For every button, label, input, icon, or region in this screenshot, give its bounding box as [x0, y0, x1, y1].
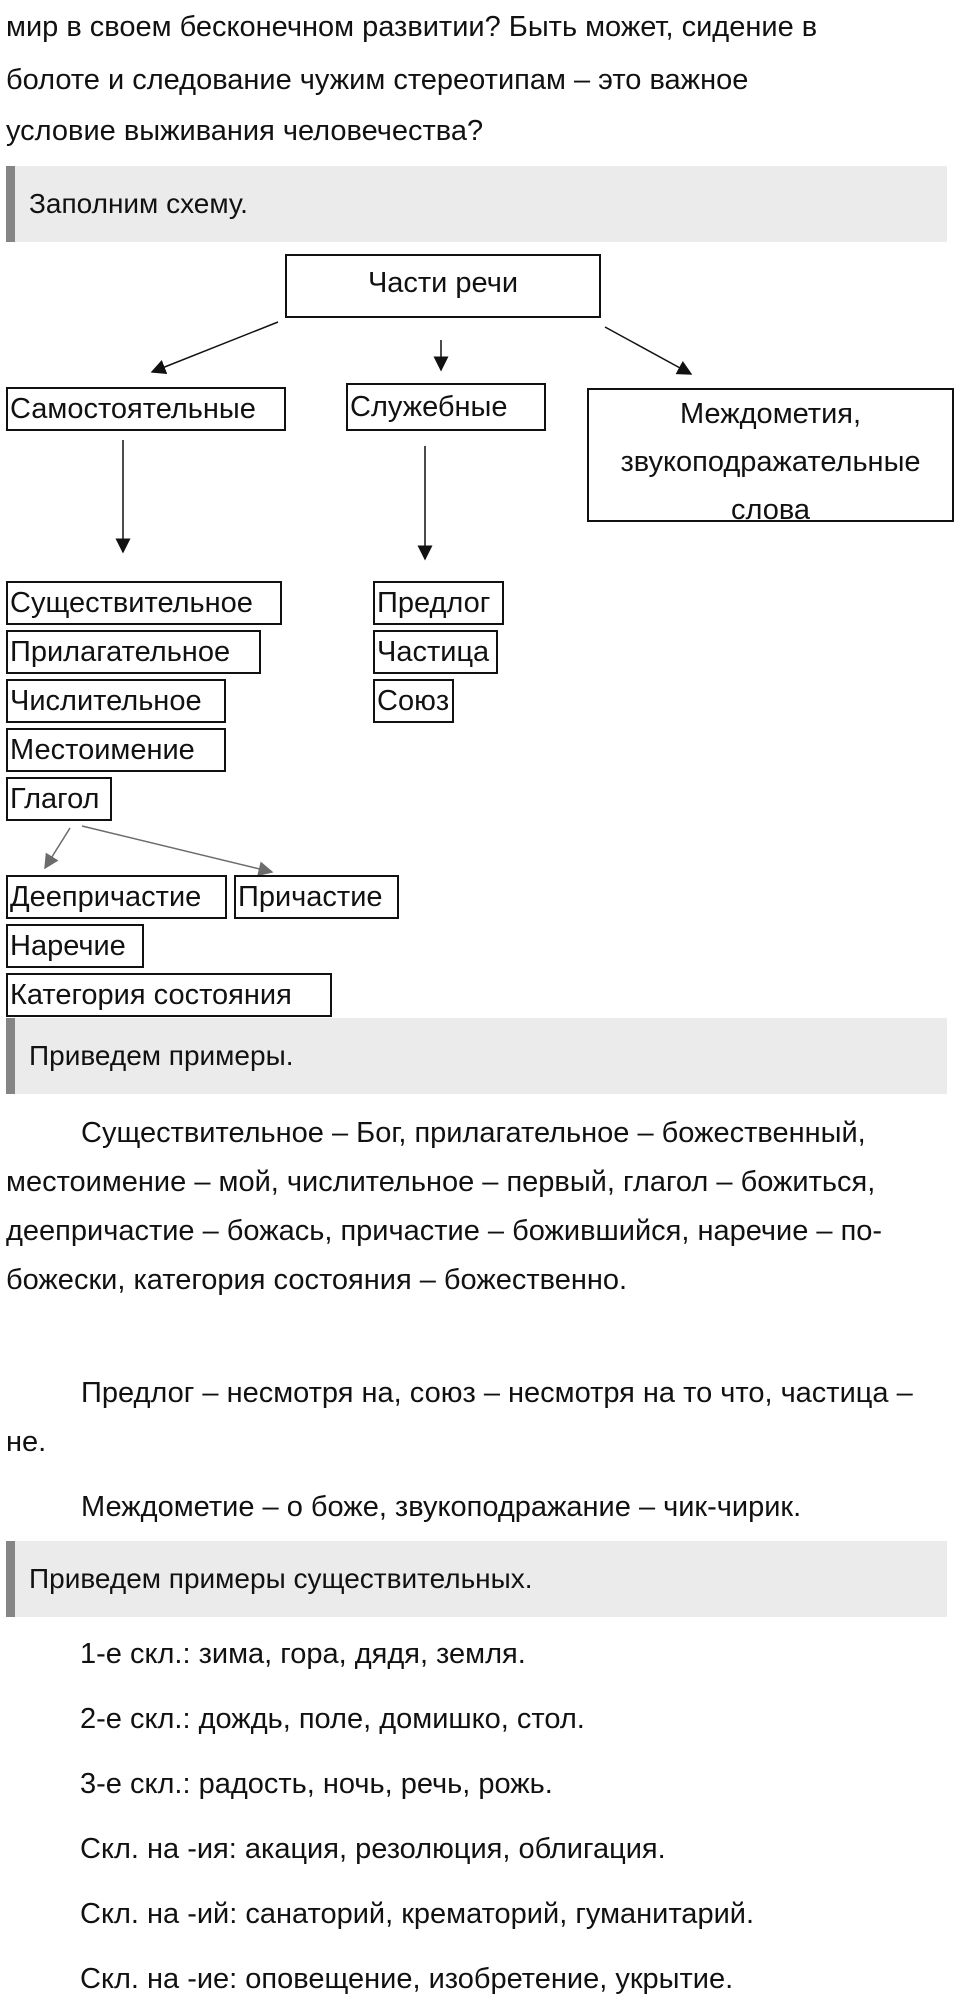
independent-item: Числительное [6, 679, 226, 723]
more-item: Категория состояния [6, 973, 332, 1017]
intro-line: условие выживания человечества? [6, 115, 484, 147]
noun-example: 3-е скл.: радость, ночь, речь, рожь. [80, 1768, 553, 1800]
noun-example: Скл. на -ий: санаторий, крематорий, гуманитарий. [80, 1898, 755, 1930]
more-item: Наречие [6, 924, 144, 968]
noun-example: Скл. на -ия: акация, резолюция, облигация. [80, 1833, 666, 1865]
root-node: Части речи [285, 254, 601, 318]
arrow-verb-to-participle [82, 826, 272, 872]
noun-example: Скл. на -ие: оповещение, изобретение, укрытие. [80, 1963, 734, 1995]
category-independent: Самостоятельные [6, 387, 286, 431]
auxiliary-item: Союз [373, 679, 454, 723]
section-heading-nouns [6, 1541, 947, 1617]
arrow-root-to-interjections [605, 327, 691, 374]
arrow-root-to-independent [152, 322, 278, 372]
examples-paragraph: Предлог – несмотря на, союз – несмотря на то что, частица – не. [6, 1377, 913, 1458]
category-interjections: Междометия, звукоподражательные слова [587, 388, 954, 522]
examples-paragraph: Междометие – о боже, звукоподражание – чик-чирик. [81, 1491, 802, 1523]
independent-item: Глагол [6, 777, 112, 821]
arrow-verb-to-gerund [45, 828, 70, 868]
noun-example: 1-е скл.: зима, гора, дядя, земля. [80, 1638, 526, 1670]
independent-item: Прилагательное [6, 630, 261, 674]
verb-form-item: Причастие [234, 875, 399, 919]
section-heading-examples [6, 1018, 947, 1094]
independent-item: Местоимение [6, 728, 226, 772]
verb-form-item: Деепричастие [6, 875, 227, 919]
section-heading-text: Заполним схему. [29, 188, 248, 219]
auxiliary-item: Предлог [373, 581, 504, 625]
examples-paragraph: Существительное – Бог, прилагательное – божественный, местоимение – мой, числительное – первый, глагол – божиться, деепричастие – божась, причастие – божившийся, наречие – по-божески, категория состояния – божественно. [6, 1117, 883, 1296]
section-heading-text: Приведем примеры. [29, 1040, 294, 1071]
independent-item: Существительное [6, 581, 282, 625]
auxiliary-item: Частица [373, 630, 498, 674]
intro-line: мир в своем бесконечном развитии? Быть может, сидение в [6, 11, 818, 43]
section-heading-text: Приведем примеры существительных. [29, 1563, 533, 1594]
noun-example: 2-е скл.: дождь, поле, домишко, стол. [80, 1703, 585, 1735]
category-auxiliary: Служебные [346, 383, 546, 431]
intro-line: болоте и следование чужим стереотипам – это важное [6, 64, 749, 96]
